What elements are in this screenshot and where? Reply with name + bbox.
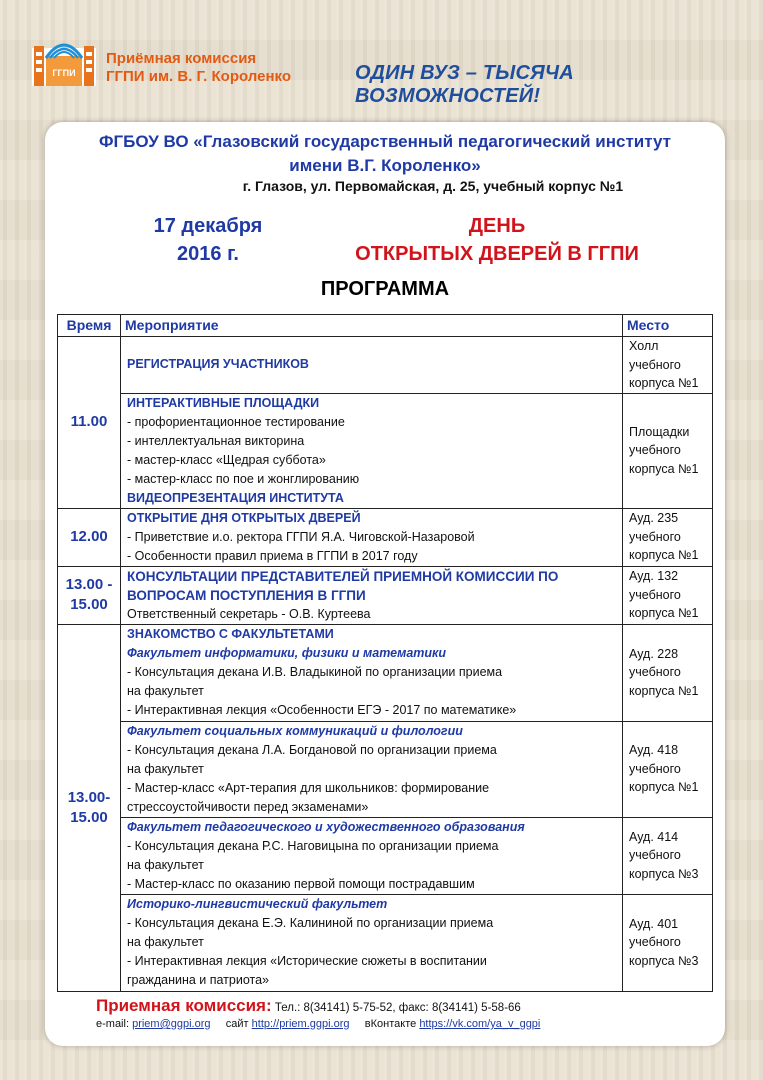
program-title: ПРОГРАММА	[320, 278, 450, 300]
event-item: - Консультация декана Л.А. Богдановой по организации приема	[127, 742, 497, 757]
place-line: корпуса №1	[629, 683, 699, 698]
place-line: Площадки	[629, 424, 690, 439]
place-line: Ауд. 235	[629, 511, 679, 526]
place-line: корпуса №1	[629, 548, 699, 563]
footer-contacts	[96, 996, 521, 1016]
event-item: - Консультация декана Е.Э. Калининой по организации приема	[127, 916, 494, 930]
header	[0, 0, 763, 110]
event-cell	[121, 894, 623, 991]
event-cell	[121, 337, 623, 394]
time-line: 15.00	[70, 808, 108, 826]
place-line: корпуса №1	[629, 780, 699, 795]
table-row	[58, 624, 713, 721]
event-cell	[121, 721, 623, 817]
event-item: - мастер-класс «Щедрая суббота»	[127, 452, 326, 467]
event-title: ОТКРЫТИЕ ДНЯ ОТКРЫТЫХ ДВЕРЕЙ	[127, 510, 361, 525]
site-link[interactable]: http://priem.ggpi.org	[251, 1018, 350, 1030]
time-cell: 12.00	[58, 508, 121, 566]
place-line: Ауд. 132	[629, 569, 679, 584]
event-item: - Интерактивная лекция «Особенности ЕГЭ - 2017 по математике»	[127, 703, 517, 717]
program-card	[45, 122, 725, 1046]
time-line: 13.00 -	[65, 576, 113, 593]
place-line: Ауд. 401	[629, 916, 679, 931]
table-row	[58, 393, 713, 508]
place-line: Ауд. 228	[629, 646, 679, 661]
event-title: ВИДЕОПРЕЗЕНТАЦИЯ ИНСТИТУТА	[127, 490, 344, 505]
event-item: на факультет	[127, 761, 204, 776]
slogan: ОДИН ВУЗ – ТЫСЯЧА ВОЗМОЖНОСТЕЙ!	[355, 62, 574, 107]
place-line: корпуса №1	[629, 376, 699, 390]
place-line: учебного	[629, 848, 681, 863]
place-line: Холл	[629, 339, 659, 353]
event-title: ЗНАКОМСТВО С ФАКУЛЬТЕТАМИ	[127, 627, 334, 641]
place-cell	[623, 624, 713, 721]
place-line: корпуса №3	[629, 953, 699, 968]
event-title-line1: ДЕНЬ	[468, 215, 526, 237]
time-cell	[58, 566, 121, 624]
event-item: - Мастер-класс «Арт-терапия для школьников: формирование	[127, 780, 490, 795]
event-cell	[121, 624, 623, 721]
event-item: - Особенности правил приема в ГГПИ в 2017 году	[127, 548, 418, 563]
place-line: корпуса №1	[629, 461, 699, 476]
place-line: учебного	[629, 443, 681, 458]
ggpi-logo-icon	[32, 36, 96, 86]
place-line: учебного	[629, 357, 681, 372]
event-item: - Консультация декана Р.С. Наговицына по организации приема	[127, 838, 499, 853]
place-line: учебного	[629, 665, 681, 680]
institute-line1: ФГБОУ ВО «Глазовский государственный педагогический институт	[99, 132, 671, 151]
table-row	[58, 508, 713, 566]
table-row	[58, 566, 713, 624]
time-line: 13.00-	[67, 788, 111, 806]
footer-label: Приемная комиссия:	[96, 996, 272, 1015]
time-cell	[58, 624, 121, 991]
table-header-row	[58, 315, 713, 337]
event-cell	[121, 566, 623, 624]
brand-line1: Приёмная комиссия	[106, 50, 257, 67]
place-line: учебного	[629, 935, 681, 950]
place-line: корпуса №3	[629, 866, 699, 881]
place-cell	[623, 337, 713, 394]
header-event: Мероприятие	[121, 315, 623, 337]
event-date-line1: 17 декабря	[153, 215, 263, 237]
place-cell	[623, 508, 713, 566]
header-time: Время	[58, 315, 121, 337]
brand	[106, 50, 291, 86]
event-item: - мастер-класс по пое и жонглированию	[127, 471, 360, 486]
email-link[interactable]: priem@ggpi.org	[132, 1018, 211, 1030]
institute-address: г. Глазов, ул. Первомайская, д. 25, учебный корпус №1	[242, 178, 624, 194]
vk-link[interactable]: https://vk.com/ya_v_ggpi	[419, 1018, 541, 1030]
event-item: Ответственный секретарь - О.В. Куртеева	[127, 606, 371, 621]
place-line: Ауд. 414	[629, 829, 679, 844]
event-title-line2: ОТКРЫТЫХ ДВЕРЕЙ В ГГПИ	[355, 243, 639, 265]
event-cell	[121, 393, 623, 508]
svg-text:ГГПИ: ГГПИ	[52, 68, 76, 78]
place-line: учебного	[629, 587, 681, 602]
header-place: Место	[623, 315, 713, 337]
footer-phones: Тел.: 8(34141) 5-75-52, факс: 8(34141) 5-58-66	[274, 1002, 521, 1014]
event-title: ИНТЕРАКТИВНЫЕ ПЛОЩАДКИ	[127, 395, 320, 410]
brand-line2: ГГПИ им. В. Г. Короленко	[106, 68, 291, 85]
site-label: сайт	[225, 1018, 249, 1030]
email-label: e-mail:	[96, 1018, 130, 1030]
table-row	[58, 894, 713, 991]
event-item: - Мастер-класс по оказанию первой помощи пострадавшим	[127, 876, 475, 891]
event-title: РЕГИСТРАЦИЯ УЧАСТНИКОВ	[127, 357, 309, 372]
event-item: гражданина и патриота»	[127, 973, 270, 987]
event-date	[133, 212, 283, 268]
place-line: учебного	[629, 529, 681, 544]
event-item: - профориентационное тестирование	[127, 414, 345, 429]
event-item: - Интерактивная лекция «Исторические сюжеты в воспитании	[127, 954, 487, 968]
faculty-name: Историко-лингвистический факультет	[127, 897, 388, 911]
place-line: Ауд. 418	[629, 743, 679, 758]
place-line: корпуса №1	[629, 606, 699, 621]
place-cell	[623, 566, 713, 624]
place-cell	[623, 817, 713, 894]
faculty-name: Факультет социальных коммуникаций и филологии	[127, 723, 463, 738]
institute-line2: имени В.Г. Короленко»	[289, 156, 481, 175]
event-item: на факультет	[127, 684, 204, 698]
place-cell	[623, 721, 713, 817]
faculty-name: Факультет педагогического и художественного образования	[127, 819, 525, 834]
table-row	[58, 721, 713, 817]
event-cell	[121, 817, 623, 894]
event-item: на факультет	[127, 857, 204, 872]
time-line: 15.00	[70, 596, 108, 613]
time-cell: 11.00	[58, 337, 121, 509]
place-cell	[623, 894, 713, 991]
event-title: ВОПРОСАМ ПОСТУПЛЕНИЯ В ГГПИ	[127, 587, 366, 603]
vk-label: вКонтакте	[364, 1018, 417, 1030]
event-cell	[121, 508, 623, 566]
event-item: на факультет	[127, 935, 204, 949]
faculty-name: Факультет информатики, физики и математики	[127, 646, 447, 660]
place-cell	[623, 393, 713, 508]
event-title	[337, 212, 657, 268]
table-row	[58, 817, 713, 894]
event-item: - Приветствие и.о. ректора ГГПИ Я.А. Чиговской-Назаровой	[127, 529, 475, 544]
event-date-line2: 2016 г.	[177, 243, 239, 265]
table-row	[58, 337, 713, 394]
footer-links	[96, 1018, 540, 1030]
place-line: учебного	[629, 761, 681, 776]
event-item: - интеллектуальная викторина	[127, 433, 305, 448]
event-item: стрессоустойчивости перед экзаменами»	[127, 799, 369, 814]
program-table	[57, 314, 713, 992]
institute-name	[45, 130, 725, 178]
event-title: КОНСУЛЬТАЦИИ ПРЕДСТАВИТЕЛЕЙ ПРИЕМНОЙ КОМИССИИ ПО	[127, 568, 559, 584]
event-item: - Консультация декана И.В. Владыкиной по организации приема	[127, 665, 503, 679]
